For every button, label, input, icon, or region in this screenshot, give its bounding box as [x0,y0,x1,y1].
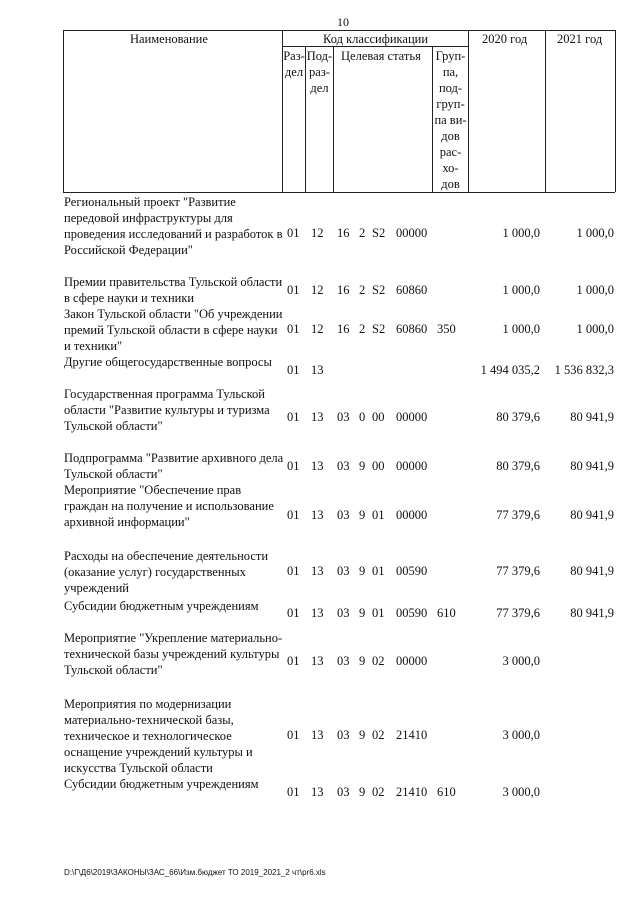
row-target-subprogram: 2 [359,322,366,336]
row-target-direction: 00000 [396,410,428,424]
row-target-program: 03 [337,564,350,578]
row-target-event: 01 [372,508,385,522]
header-name: Наименование [130,32,208,46]
header-target: Целевая статья [341,49,421,63]
row-value-2021: 1 000,0 [576,322,614,336]
row-target-event: 00 [372,459,385,473]
row-target-event: 00 [372,410,385,424]
row-target-program: 16 [337,283,350,297]
row-target-direction: 00000 [396,226,428,240]
row-target-event: S2 [372,322,386,336]
header-group: Груп- па, под- груп- па ви- дов рас- хо- дов [434,49,467,191]
row-value-2020: 80 379,6 [496,459,540,473]
row-target-subprogram: 2 [359,226,366,240]
row-target-program: 03 [337,606,350,620]
row-target-direction: 60860 [396,283,428,297]
row-razdel: 01 [287,564,300,578]
header-code: Код классификации [323,32,429,46]
row-razdel: 01 [287,226,300,240]
row-group: 610 [437,606,456,620]
row-podrazdel: 13 [311,728,324,742]
row-target-subprogram: 2 [359,283,366,297]
header-razdel: Раз- дел [283,49,305,79]
row-target-event: 02 [372,654,385,668]
row-name: Мероприятия по модернизации материально-технической базы, техническое и технологическое оснащение учреждений культуры и искусства Тульской области [64,697,253,775]
row-target-direction: 00000 [396,654,428,668]
row-target-subprogram: 9 [359,785,366,799]
row-value-2020: 77 379,6 [496,606,540,620]
row-target-subprogram: 9 [359,564,366,578]
row-podrazdel: 12 [311,322,324,336]
row-razdel: 01 [287,508,300,522]
row-razdel: 01 [287,459,300,473]
row-value-2021: 80 941,9 [570,410,614,424]
row-target-subprogram: 9 [359,606,366,620]
row-value-2020: 1 000,0 [502,283,540,297]
row-target-direction: 00000 [396,508,428,522]
row-target-event: S2 [372,226,386,240]
header-left-border [63,30,64,192]
row-value-2020: 1 494 035,2 [480,363,540,377]
row-target-direction: 00590 [396,564,428,578]
row-podrazdel: 13 [311,459,324,473]
row-razdel: 01 [287,728,300,742]
row-razdel: 01 [287,410,300,424]
row-target-event: S2 [372,283,386,297]
code-year1-divider [468,30,469,192]
row-value-2020: 80 379,6 [496,410,540,424]
header-year-2021: 2021 год [557,32,603,46]
row-target-program: 03 [337,654,350,668]
row-target-subprogram: 9 [359,459,366,473]
row-podrazdel: 12 [311,283,324,297]
row-target-event: 01 [372,606,385,620]
row-target-subprogram: 9 [359,654,366,668]
row-value-2021: 1 536 832,3 [554,363,614,377]
row-name: Субсидии бюджетным учреждениям [64,599,259,613]
row-target-program: 03 [337,508,350,522]
row-value-2021: 80 941,9 [570,508,614,522]
row-value-2020: 1 000,0 [502,322,540,336]
header-bottom-border [63,192,615,193]
row-podrazdel: 13 [311,785,324,799]
header-right-border [615,30,616,192]
row-name: Закон Тульской области "Об учреждении премий Тульской области в сфере науки и техники" [64,307,283,353]
row-name: Субсидии бюджетным учреждениям [64,777,259,791]
row-target-subprogram: 0 [359,410,366,424]
row-target-program: 03 [337,785,350,799]
row-name: Государственная программа Тульской области "Развитие культуры и туризма Тульской области" [64,387,270,433]
row-razdel: 01 [287,606,300,620]
row-name: Региональный проект "Развитие передовой инфраструктуры для проведения исследований и разработок в Российской Федерации" [64,195,283,257]
row-razdel: 01 [287,785,300,799]
row-podrazdel: 12 [311,226,324,240]
row-name: Расходы на обеспечение деятельности (оказание услуг) государственных учреждений [64,549,269,595]
row-target-program: 03 [337,459,350,473]
row-group: 610 [437,785,456,799]
row-value-2020: 77 379,6 [496,508,540,522]
row-target-subprogram: 9 [359,508,366,522]
row-name: Другие общегосударственные вопросы [64,355,272,369]
row-name: Премии правительства Тульской области в сфере науки и техники [64,275,283,305]
row-razdel: 01 [287,654,300,668]
row-razdel: 01 [287,363,300,377]
row-target-direction: 60860 [396,322,428,336]
row-target-program: 03 [337,410,350,424]
row-target-direction: 00000 [396,459,428,473]
row-value-2020: 1 000,0 [502,226,540,240]
podrazdel-target-divider [333,46,334,192]
row-podrazdel: 13 [311,564,324,578]
year1-year2-divider [545,30,546,192]
row-target-program: 16 [337,226,350,240]
row-value-2021: 80 941,9 [570,606,614,620]
header-year-2020: 2020 год [482,32,528,46]
file-path-footer: D:\Г\Д6\2019\ЗАКОНЫ\ЗАС_66\Изм.бюджет ТО 2019_2021_2 чт\pr6.xls [64,868,326,877]
row-target-direction: 00590 [396,606,428,620]
row-target-event: 01 [372,564,385,578]
row-target-subprogram: 9 [359,728,366,742]
page-number: 10 [337,15,349,29]
row-target-program: 03 [337,728,350,742]
row-target-program: 16 [337,322,350,336]
row-target-event: 02 [372,785,385,799]
row-podrazdel: 13 [311,654,324,668]
header-top-border [63,30,615,31]
row-target-event: 02 [372,728,385,742]
row-group: 350 [437,322,456,336]
row-podrazdel: 13 [311,606,324,620]
row-target-direction: 21410 [396,785,428,799]
row-value-2020: 3 000,0 [502,654,540,668]
row-podrazdel: 13 [311,508,324,522]
row-name: Мероприятие "Укрепление материально-технической базы учреждений культуры Тульской области" [64,631,283,677]
row-value-2021: 80 941,9 [570,564,614,578]
row-razdel: 01 [287,322,300,336]
row-value-2020: 77 379,6 [496,564,540,578]
row-value-2021: 1 000,0 [576,283,614,297]
row-name: Подпрограмма "Развитие архивного дела Тульской области" [64,451,284,481]
row-value-2021: 80 941,9 [570,459,614,473]
header-podrazdel: Под- раз- дел [306,49,333,95]
row-razdel: 01 [287,283,300,297]
row-target-direction: 21410 [396,728,428,742]
row-value-2020: 3 000,0 [502,728,540,742]
row-value-2021: 1 000,0 [576,226,614,240]
row-podrazdel: 13 [311,363,324,377]
row-value-2020: 3 000,0 [502,785,540,799]
row-podrazdel: 13 [311,410,324,424]
row-name: Мероприятие "Обеспечение прав граждан на получение и использование архивной информации" [64,483,274,529]
